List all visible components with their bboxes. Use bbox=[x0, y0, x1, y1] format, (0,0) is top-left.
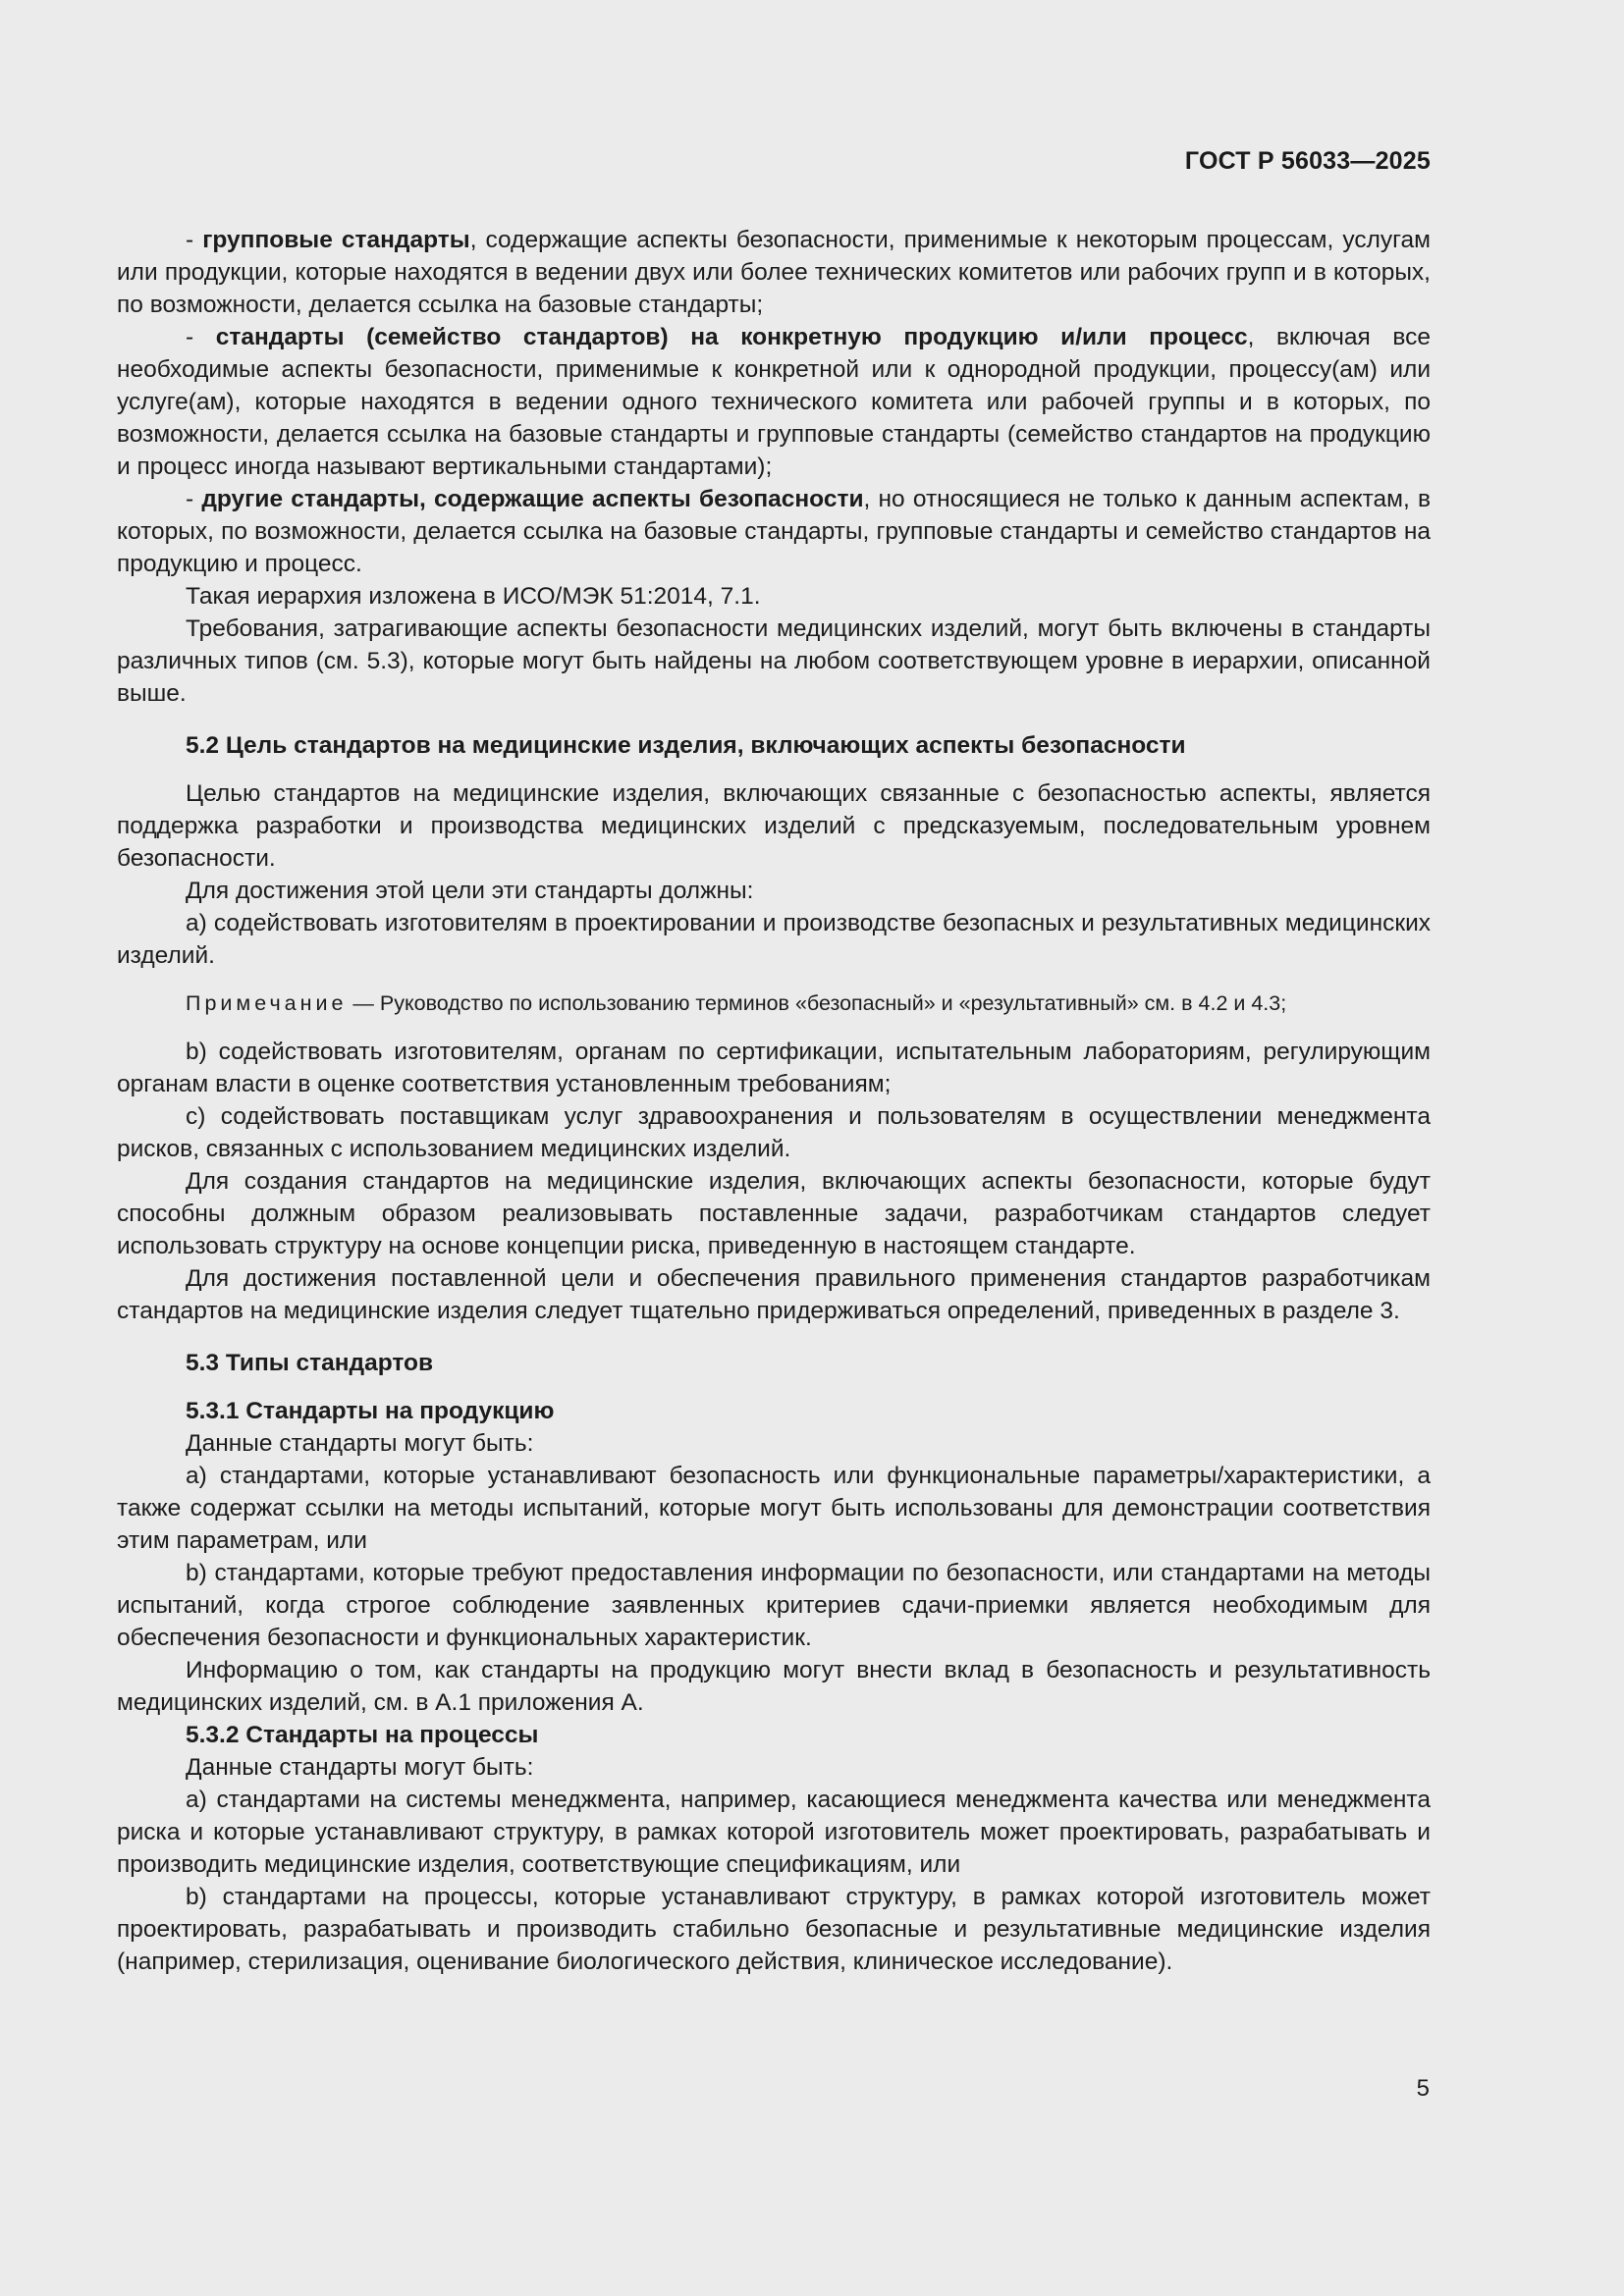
list-item-a: a) содействовать изготовителям в проектировании и производстве безопасных и результативных медицинских изделий. bbox=[117, 910, 1431, 969]
document-code-header: ГОСТ Р 56033—2025 bbox=[1184, 147, 1431, 175]
subsection-heading-5-3-2: 5.3.2 Стандарты на процессы bbox=[186, 1722, 539, 1748]
paragraph-framework: Для создания стандартов на медицинские изделия, включающих аспекты безопасности, которые будут способны должным образом реализовывать поставленные задачи, разработчикам стандартов следует использовать структуру на основе концепции риска, приведенную в настоящем стандарте. bbox=[117, 1168, 1431, 1259]
paragraph-goal: Для достижения этой цели эти стандарты должны: bbox=[186, 878, 754, 904]
subsection-heading-5-3-1: 5.3.1 Стандарты на продукцию bbox=[186, 1398, 555, 1424]
paragraph-purpose: Целью стандартов на медицинские изделия, включающих связанные с безопасностью аспекты, является поддержка разработки и производства медицинских изделий с предсказуемым, последовательным уровнем безопасности. bbox=[117, 780, 1431, 872]
section-heading-5-2: 5.2 Цель стандартов на медицинские изделия, включающих аспекты безопасности bbox=[186, 732, 1186, 759]
paragraph-text: , содержащие аспекты безопасности, применимые к некоторым процессам, услугам или продукции, которые находятся в ведении двух или более технических комитетов или рабочих групп и в которых, по возможности, делается ссылка на базовые стандарты; bbox=[117, 227, 1432, 318]
dash: - bbox=[186, 324, 216, 350]
paragraph-product-standards bbox=[117, 321, 1431, 483]
paragraph-text: , включая все необходимые аспекты безопасности, применимые к конкретной или к однородной продукции, процессу(ам) или услуге(ам), которые находятся в ведении одного технического комитета или рабочей группы и в которых, по возможности, делается ссылка на базовые стандарты и групповые стандарты (семейство стандартов на продукцию и процесс иногда называют вертикальными стандартами); bbox=[117, 324, 1431, 480]
list-item-b: b) стандартами на процессы, которые устанавливают структуру, в рамках которой изготовитель может проектировать, разрабатывать и производить стабильно безопасные и результативные медицинские изделия (например, стерилизация, оценивание биологического действия, клиническое исследование). bbox=[117, 1884, 1431, 1975]
paragraph-definitions: Для достижения поставленной цели и обеспечения правильного применения стандартов разработчикам стандартов на медицинские изделия следует тщательно придерживаться определений, приведенных в разделе 3. bbox=[117, 1265, 1431, 1324]
list-item-c: c) содействовать поставщикам услуг здравоохранения и пользователям в осуществлении менеджмента рисков, связанных с использованием медицинских изделий. bbox=[117, 1103, 1431, 1162]
list-item-a: a) стандартами на системы менеджмента, например, касающиеся менеджмента качества или менеджмента риска и которые устанавливают структуру, в рамках которой изготовитель может проектировать, разрабатывать и производить медицинские изделия, соответствующие спецификациям, или bbox=[117, 1787, 1431, 1878]
paragraph-text: , но относящиеся не только к данным аспектам, в которых, по возможности, делается ссылка на базовые стандарты, групповые стандарты и семейство стандартов на продукцию и процесс. bbox=[117, 486, 1431, 577]
list-item-b: b) стандартами, которые требуют предоставления информации по безопасности, или стандартами на методы испытаний, когда строгое соблюдение заявленных критериев сдачи-приемки является необходимым для обеспечения безопасности и функциональных характеристик. bbox=[117, 1560, 1431, 1651]
page-number: 5 bbox=[1416, 2075, 1430, 2102]
dash: - bbox=[186, 227, 203, 253]
paragraph-intro-product: Данные стандарты могут быть: bbox=[186, 1430, 534, 1457]
paragraph-requirements: Требования, затрагивающие аспекты безопасности медицинских изделий, могут быть включены в стандарты различных типов (см. 5.3), которые могут быть найдены на любом соответствующем уровне в иерархии, описанной выше. bbox=[117, 615, 1431, 707]
list-item-b: b) содействовать изготовителям, органам по сертификации, испытательным лабораториям, регулирующим органам власти в оценке соответствия установленным требованиям; bbox=[117, 1039, 1431, 1097]
page-content bbox=[117, 224, 1431, 1978]
term-product-standards: стандарты (семейство стандартов) на конкретную продукцию и/или процесс bbox=[215, 324, 1248, 350]
section-heading-5-3: 5.3 Типы стандартов bbox=[186, 1350, 434, 1376]
term-group-standards: групповые стандарты bbox=[202, 227, 470, 253]
note-label: Примечание bbox=[186, 991, 348, 1015]
paragraph-annex-ref: Информацию о том, как стандарты на продукцию могут внести вклад в безопасность и результативность медицинских изделий, см. в А.1 приложения А. bbox=[117, 1657, 1431, 1716]
paragraph-intro-process: Данные стандарты могут быть: bbox=[186, 1754, 534, 1781]
note bbox=[117, 988, 1431, 1020]
note-text: — Руководство по использованию терминов «безопасный» и «результативный» см. в 4.2 и 4.3; bbox=[347, 991, 1287, 1015]
term-other-standards: другие стандарты, содержащие аспекты безопасности bbox=[201, 486, 864, 512]
paragraph-hierarchy-ref: Такая иерархия изложена в ИСО/МЭК 51:2014, 7.1. bbox=[186, 583, 761, 610]
paragraph-other-standards bbox=[117, 483, 1431, 580]
list-item-a: a) стандартами, которые устанавливают безопасность или функциональные параметры/характеристики, а также содержат ссылки на методы испытаний, которые могут быть использованы для демонстрации соответствия этим параметрам, или bbox=[117, 1463, 1431, 1554]
paragraph-group-standards bbox=[117, 224, 1431, 321]
dash: - bbox=[186, 486, 202, 512]
